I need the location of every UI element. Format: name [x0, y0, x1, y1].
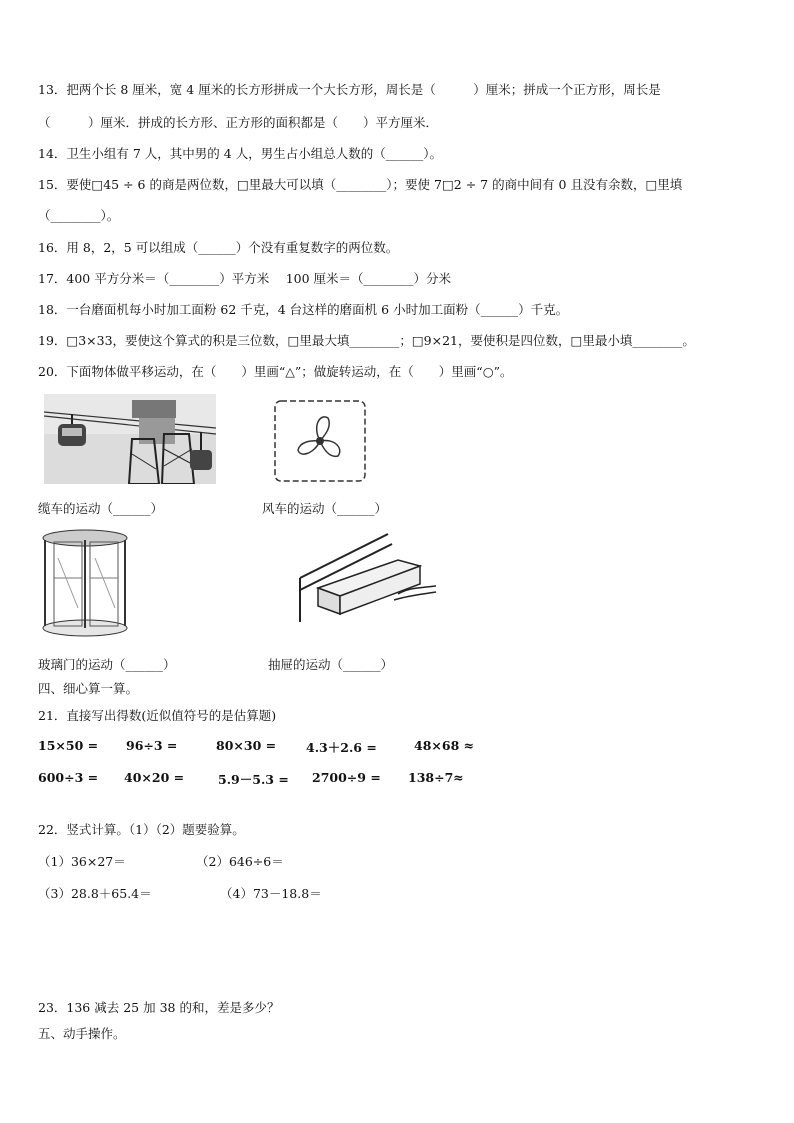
q15-line1: 15．要使□45 ÷ 6 的商是两位数，□里最大可以填（________）；要使 7□2 ÷ 7 的商中间有 0 且没有余数，□里填 [38, 177, 683, 192]
q21-r1c5: 48×68 ≈ [414, 738, 475, 753]
drawer-caption: 抽屉的运动（______） [268, 657, 394, 672]
q21-r1c3: 80×30 = [216, 738, 277, 753]
q13-line2: （ ）厘米．拼成的长方形、正方形的面积都是（ ）平方厘米． [38, 115, 439, 130]
drawer-image [298, 530, 438, 622]
q22-item1: （1）36×27＝ [38, 854, 126, 869]
cable-car-image [44, 394, 216, 484]
q21-r2c2: 40×20 = [124, 770, 185, 785]
q21-r1c4: 4.3＋2.6 = [306, 740, 377, 755]
q14-text: 14．卫生小组有 7 人，其中男的 4 人，男生占小组总人数的（______）。 [38, 146, 442, 161]
section4-heading: 四、细心算一算。 [38, 681, 139, 696]
glass-door-image [40, 528, 130, 638]
q21-r1c2: 96÷3 = [126, 738, 178, 753]
q16-text: 16．用 8，2，5 可以组成（______）个没有重复数字的两位数。 [38, 240, 399, 255]
fan-caption: 风车的运动（______） [262, 501, 388, 516]
q18-text: 18．一台磨面机每小时加工面粉 62 千克，4 台这样的磨面机 6 小时加工面粉（______）千克。 [38, 302, 569, 317]
q21-r2c5: 138÷7≈ [408, 770, 464, 785]
q22-item3: （3）28.8＋65.4＝ [38, 886, 152, 901]
q21-title: 21．直接写出得数(近似值符号的是估算题) [38, 708, 277, 723]
q22-item2: （2）646÷6＝ [196, 854, 284, 869]
q20-text: 20．下面物体做平移运动，在（ ）里画“△”；做旋转运动，在（ ）里画“○”。 [38, 364, 513, 379]
q21-r2c3: 5.9－5.3 = [218, 772, 289, 787]
q22-title: 22．竖式计算。（1）（2）题要验算。 [38, 822, 245, 837]
q21-r1c1: 15×50 = [38, 738, 99, 753]
q21-r2c1: 600÷3 = [38, 770, 99, 785]
windmill-fan-image [272, 398, 368, 484]
q22-item4: （4）73－18.8＝ [220, 886, 322, 901]
q23-text: 23．136 减去 25 加 38 的和，差是多少？ [38, 1000, 280, 1015]
q19-text: 19．□3×33，要使这个算式的积是三位数，□里最大填________；□9×21，要使积是四位数，□里最小填________。 [38, 333, 695, 348]
q15-line2: （________）。 [38, 208, 120, 223]
q21-r2c4: 2700÷9 = [312, 770, 381, 785]
section5-heading: 五、动手操作。 [38, 1026, 126, 1041]
q13-line1: 13．把两个长 8 厘米，宽 4 厘米的长方形拼成一个大长方形，周长是（ ）厘米；拼成一个正方形，周长是 [38, 82, 661, 97]
glass-door-caption: 玻璃门的运动（______） [38, 657, 176, 672]
q17-text: 17．400 平方分米＝（________）平方米 100 厘米＝（________）分米 [38, 271, 452, 286]
cable-car-caption: 缆车的运动（______） [38, 501, 164, 516]
